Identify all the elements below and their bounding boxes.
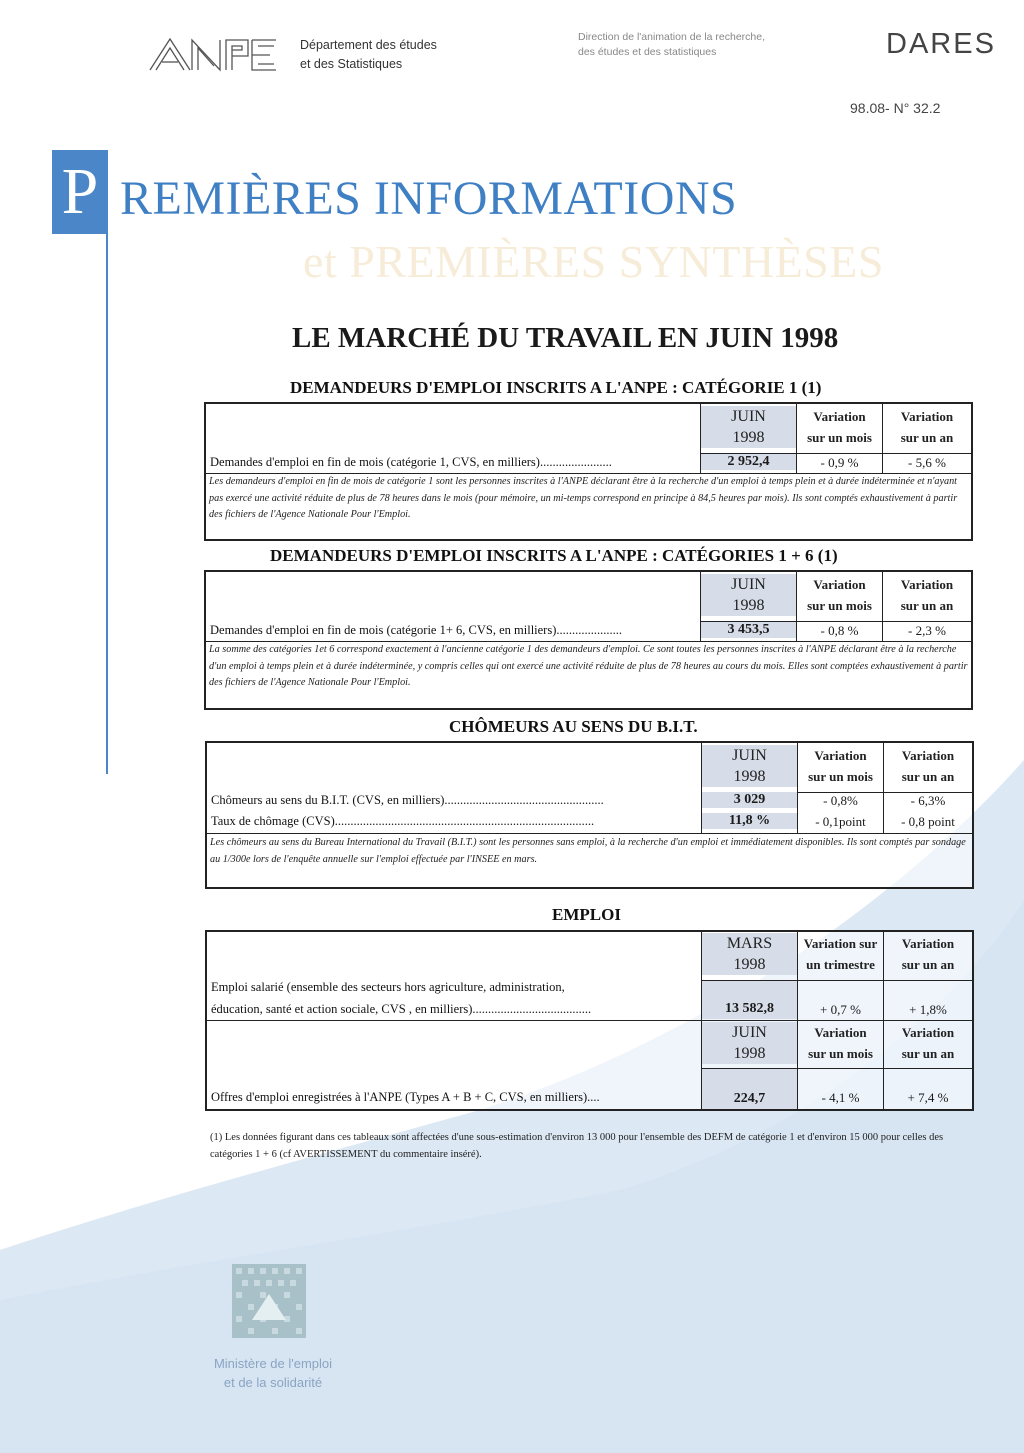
yearly-variation-header: Variation sur un an: [900, 409, 954, 445]
title-line-2: et PREMIÈRES SYNTHÈSES: [303, 236, 884, 287]
title-line-1: REMIÈRES INFORMATIONS: [120, 172, 738, 225]
section-2-title: DEMANDEURS D'EMPLOI INSCRITS A L'ANPE : CATÉGORIES 1 + 6 (1): [270, 546, 838, 565]
ministry-line-2: et de la solidarité: [223, 1375, 323, 1390]
row-yearly-variation: - 2,3 %: [908, 623, 946, 638]
b-label: Offres d'emploi enregistrées à l'ANPE (Types A + B + C, CVS, en milliers)....: [211, 1090, 600, 1104]
definition-note: La somme des catégories 1et 6 correspond exactement à l'ancienne catégorie 1 des demandeurs d'emploi. Ce sont toutes les personnes inscrites à l'ANPE déclarant être à la recherche d'un emploi à temps plein et à durée indéterminée, y compris celles qui ont exercé une activité réduite de plus de 78 heures au cours du mois. Elles sont comptées exhaustivement à partir des fichiers de l'Agence Nationale Pour l'Emploi.: [209, 644, 968, 689]
definition-note: Les demandeurs d'emploi en fin de mois de catégorie 1 sont les personnes inscrites à l'ANPE déclarant être à la recherche d'un emploi à temps plein et à durée indéterminée et n'ayant pas exercé une activité réduite de plus de 78 heures dans le mois (pour mémoire, un mi-temps correspond en principe à 84,5 heures par mois). Ils sont comptés exhaustivement à partir des fichiers de l'Agence Nationale Pour l'Emploi.: [209, 476, 958, 521]
department-line-2: et des Statistiques: [300, 57, 403, 71]
a-quarterly-variation: + 0,7 %: [820, 1002, 861, 1017]
reference-number: 98.08- N° 32.2: [850, 100, 941, 116]
row-1-value: 3 029: [702, 792, 797, 808]
row-2-value: 11,8 %: [702, 813, 797, 829]
section-4-title: EMPLOI: [552, 905, 621, 924]
direction-line-2: des études et des statistiques: [578, 46, 717, 58]
month-header: JUIN 1998: [701, 574, 796, 616]
row-1-yearly-variation: - 6,3%: [910, 793, 946, 808]
row-2-label: Taux de chômage (CVS)...................................................................................: [211, 814, 595, 828]
a-label-line-2: éducation, santé et action sociale, CVS , en milliers)......................................: [211, 1002, 592, 1016]
row-monthly-variation: - 0,9 %: [820, 455, 859, 470]
monthly-variation-header: Variation sur un mois: [808, 748, 873, 784]
a-value: 13 582,8: [702, 981, 797, 1019]
a-yearly-variation-header: Variation sur un an: [901, 936, 955, 972]
row-yearly-variation: - 5,6 %: [908, 455, 946, 470]
row-monthly-variation: - 0,8 %: [820, 623, 859, 638]
title-initial: P: [52, 150, 108, 234]
row-label: Demandes d'emploi en fin de mois (catégorie 1+ 6, CVS, en milliers).....................: [210, 623, 622, 637]
b-yearly-variation-header: Variation sur un an: [901, 1025, 955, 1061]
a-yearly-variation: + 1,8%: [909, 1002, 947, 1017]
monthly-variation-header: Variation sur un mois: [807, 409, 872, 445]
row-2-monthly-variation: - 0,1point: [815, 814, 866, 829]
ministry-logo: [232, 1264, 306, 1338]
yearly-variation-header: Variation sur un an: [900, 577, 954, 613]
a-month-header: MARS 1998: [702, 933, 797, 975]
table-category-1: [204, 402, 973, 541]
a-quarterly-variation-header: Variation sur un trimestre: [803, 936, 878, 972]
footnote: (1) Les données figurant dans ces tableaux sont affectées d'une sous-estimation d'environ 13 000 pour l'ensemble des DEFM de catégorie 1 et d'environ 15 000 pour celles des catégories 1 + 6 (cf AVERTISSEMENT du commentaire inséré).: [210, 1132, 944, 1160]
row-1-monthly-variation: - 0,8%: [823, 793, 858, 808]
title-rule: [106, 234, 108, 774]
main-title: LE MARCHÉ DU TRAVAIL EN JUIN 1998: [292, 322, 839, 354]
ministry-label: [188, 1354, 358, 1392]
direction-label: [578, 30, 765, 60]
section-1-title: DEMANDEURS D'EMPLOI INSCRITS A L'ANPE : CATÉGORIE 1 (1): [290, 378, 822, 397]
definition-note: Les chômeurs au sens du Bureau International du Travail (B.I.T.) sont les personnes sans emploi, à la recherche d'un emploi et immédiatement disponibles. Ils sont comptés par sondage au 1/300e lors de l'enquête annuelle sur l'emploi effectuée par l'INSEE en mars.: [210, 837, 966, 865]
row-1-label: Chômeurs au sens du B.I.T. (CVS, en milliers)...................................................: [211, 793, 604, 807]
row-value: 3 453,5: [701, 622, 796, 638]
table-employment: [205, 930, 974, 1111]
monthly-variation-header: Variation sur un mois: [807, 577, 872, 613]
ministry-line-1: Ministère de l'emploi: [213, 1356, 333, 1371]
table-categories-1-6: [204, 570, 973, 710]
section-3-title: CHÔMEURS AU SENS DU B.I.T.: [449, 717, 698, 736]
yearly-variation-header: Variation sur un an: [901, 748, 955, 784]
row-label: Demandes d'emploi en fin de mois (catégorie 1, CVS, en milliers).......................: [210, 455, 612, 469]
department-label: [300, 36, 437, 74]
dares-label: DARES: [886, 28, 996, 60]
row-value: 2 952,4: [701, 454, 796, 470]
b-month-header: JUIN 1998: [702, 1022, 797, 1064]
b-value: 224,7: [702, 1069, 797, 1109]
department-line-1: Département des études: [300, 38, 437, 52]
b-monthly-variation-header: Variation sur un mois: [808, 1025, 873, 1061]
anpe-logo: [148, 36, 278, 72]
b-monthly-variation: - 4,1 %: [821, 1090, 860, 1105]
a-label-line-1: Emploi salarié (ensemble des secteurs hors agriculture, administration,: [211, 980, 565, 994]
b-yearly-variation: + 7,4 %: [907, 1090, 949, 1105]
row-2-yearly-variation: - 0,8 point: [901, 814, 955, 829]
direction-line-1: Direction de l'animation de la recherche,: [578, 31, 766, 43]
table-bit-unemployed: [205, 741, 974, 889]
month-header: JUIN 1998: [701, 406, 796, 448]
month-header: JUIN 1998: [702, 745, 797, 787]
